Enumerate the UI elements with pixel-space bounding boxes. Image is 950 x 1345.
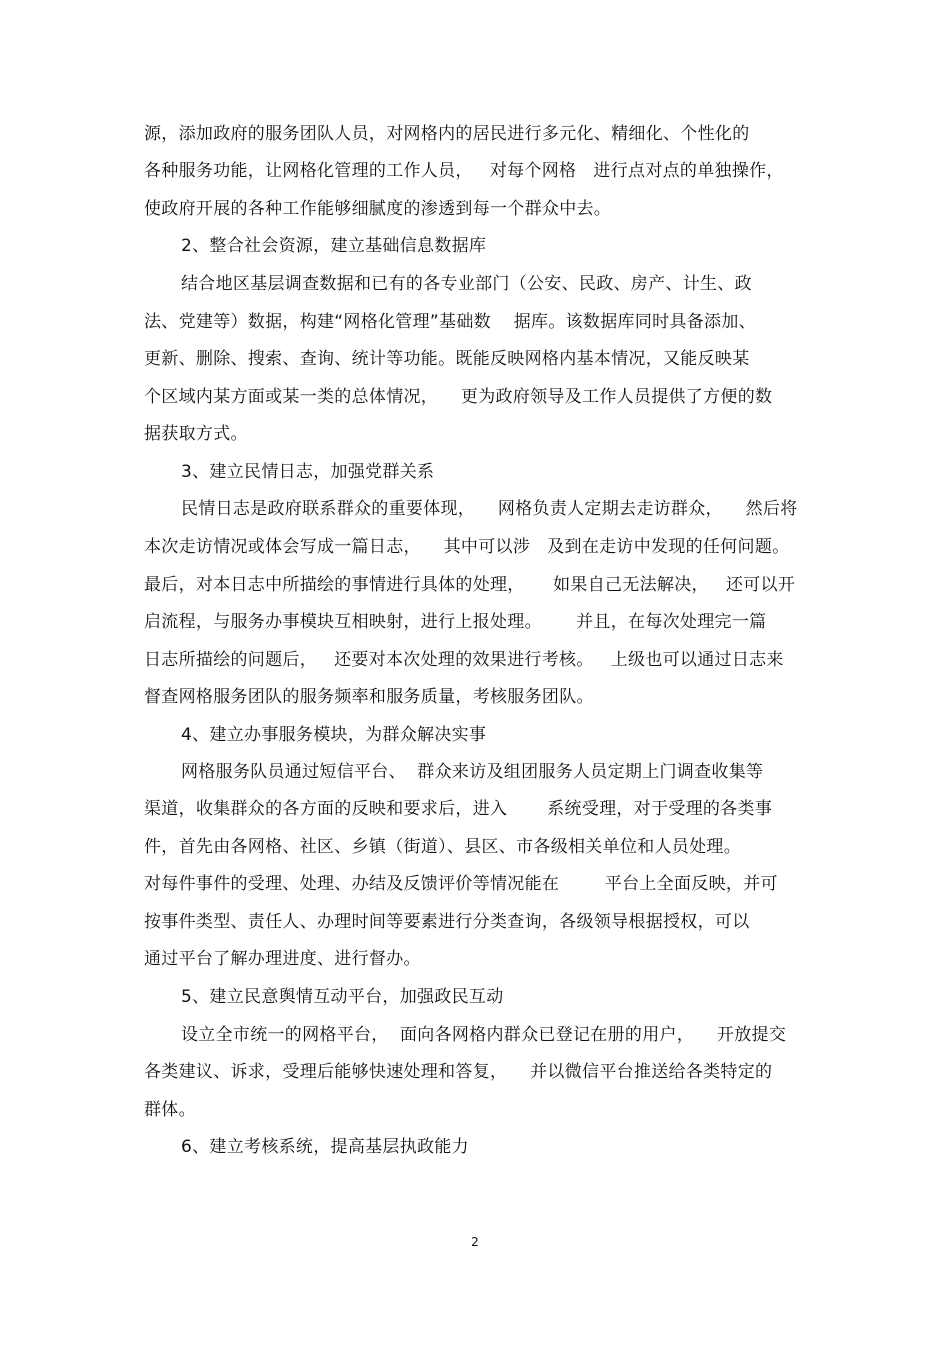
text-line: 各种服务功能，让网格化管理的工作人员， 对每个网格 进行点对点的单独操作，: [144, 161, 784, 181]
text-line: 网格服务队员通过短信平台、 群众来访及组团服务人员定期上门调查收集等: [181, 762, 764, 782]
text-line: 按事件类型、责任人、办理时间等要素进行分类查询，各级领导根据授权，可以: [144, 912, 750, 932]
text-line: 更新、删除、搜索、查询、统计等功能。既能反映网格内基本情况，又能反映某: [144, 349, 750, 369]
text-line: 民情日志是政府联系群众的重要体现， 网格负责人定期去走访群众， 然后将: [181, 499, 798, 519]
section-heading: 6、建立考核系统，提高基层执政能力: [181, 1137, 469, 1157]
text-line: 日志所描绘的问题后， 还要对本次处理的效果进行考核。 上级也可以通过日志来: [144, 650, 784, 670]
text-line: 件，首先由各网格、社区、乡镇（街道）、县区、市各级相关单位和人员处理。: [144, 837, 741, 857]
text-line: 各类建议、诉求，受理后能够快速处理和答复， 并以微信平台推送给各类特定的: [144, 1062, 773, 1082]
section-heading: 4、建立办事服务模块，为群众解决实事: [181, 725, 487, 745]
text-line: 最后，对本日志中所描绘的事情进行具体的处理， 如果自己无法解决， 还可以开: [144, 575, 796, 595]
text-line: 督查网格服务团队的服务频率和服务质量，考核服务团队。: [144, 687, 594, 707]
text-line: 据获取方式。: [144, 424, 248, 444]
text-line: 法、党建等）数据，构建“网格化管理”基础数 据库。该数据库同时具备添加、: [144, 312, 756, 332]
page-number: 2: [471, 1235, 479, 1249]
text-line: 对每件事件的受理、处理、办结及反馈评价等情况能在 平台上全面反映，并可: [144, 874, 778, 894]
section-heading: 5、建立民意舆情互动平台，加强政民互动: [181, 987, 504, 1007]
text-line: 个区域内某方面或某一类的总体情况， 更为政府领导及工作人员提供了方便的数: [144, 387, 773, 407]
text-line: 使政府开展的各种工作能够细腻度的渗透到每一个群众中去。: [144, 199, 612, 219]
text-line: 通过平台了解办理进度、进行督办。: [144, 949, 421, 969]
text-line: 渠道，收集群众的各方面的反映和要求后，进入 系统受理，对于受理的各类事: [144, 799, 773, 819]
text-line: 源，添加政府的服务团队人员，对网格内的居民进行多元化、精细化、个性化的: [144, 124, 750, 144]
section-heading: 3、建立民情日志，加强党群关系: [181, 462, 435, 482]
text-line: 设立全市统一的网格平台， 面向各网格内群众已登记在册的用户， 开放提交: [181, 1025, 787, 1045]
text-line: 群体。: [144, 1100, 196, 1120]
section-heading: 2、整合社会资源，建立基础信息数据库: [181, 236, 487, 256]
text-line: 本次走访情况或体会写成一篇日志， 其中可以涉 及到在走访中发现的任何问题。: [144, 537, 790, 557]
text-line: 启流程，与服务办事模块互相映射，进行上报处理。 并且，在每次处理完一篇: [144, 612, 767, 632]
text-line: 结合地区基层调查数据和已有的各专业部门（公安、民政、房产、计生、政: [181, 274, 752, 294]
